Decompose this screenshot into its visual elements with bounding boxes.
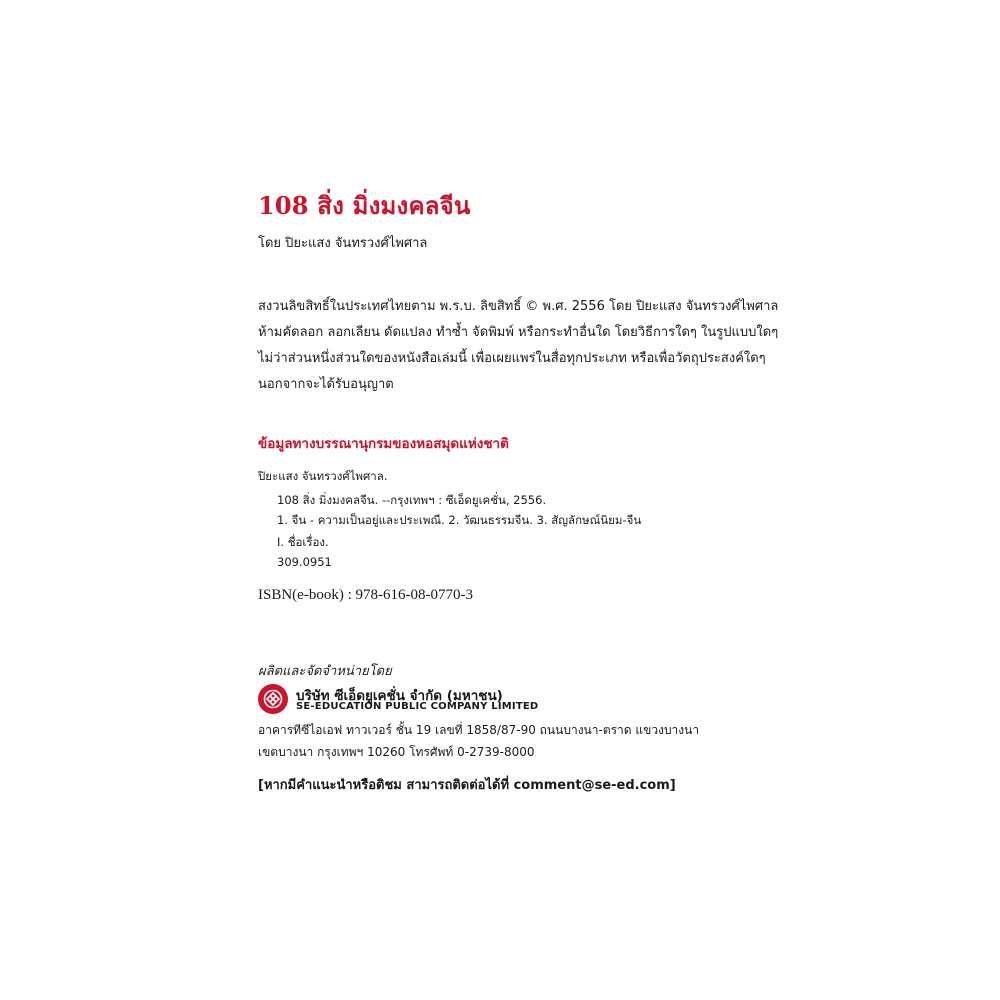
copyright-line: สงวนลิขสิทธิ์ในประเทศไทยตาม พ.ร.บ. ลิขสิทธิ์ © พ.ศ. 2556 โดย ปิยะแสง จันทรวงศ์ไพศาล: [258, 299, 779, 314]
author-line: โดย ปิยะแสง จันทรวงศ์ไพศาล: [258, 236, 428, 251]
isbn: ISBN(e-book) : 978-616-08-0770-3: [258, 587, 473, 603]
cip-title: 108 สิ่ง มิ่งมงคลจีน. --กรุงเทพฯ : ซีเอ็ดยูเคชั่น, 2556.: [277, 493, 547, 507]
se-ed-logo-icon: [258, 684, 288, 714]
publisher-label: ผลิตและจัดจำหน่ายโดย: [258, 664, 392, 679]
address-line: เขตบางนา กรุงเทพฯ 10260 โทรศัพท์ 0-2739-8000: [258, 745, 535, 759]
copyright-notice: [258, 294, 778, 398]
copyright-line: ห้ามคัดลอก ลอกเลียน ดัดแปลง ทำซ้ำ จัดพิมพ์ หรือกระทำอื่นใด โดยวิธีการใดๆ ในรูปแบบใดๆ: [258, 325, 779, 340]
contact-line: [หากมีคำแนะนำหรือติชม สามารถติดต่อได้ที่ comment@se-ed.com]: [258, 778, 676, 793]
copyright-line: นอกจากจะได้รับอนุญาต: [258, 377, 394, 392]
logo-mark: [262, 688, 284, 710]
book-title: 108 สิ่ง มิ่งมงคลจีน: [258, 191, 471, 220]
cip-subjects: 1. จีน - ความเป็นอยู่และประเพณี. 2. วัฒนธรรมจีน. 3. สัญลักษณ์นิยม-จีน: [277, 513, 642, 527]
publisher-address: [258, 719, 699, 763]
cip-heading: ข้อมูลทางบรรณานุกรมของหอสมุดแห่งชาติ: [258, 436, 509, 452]
company-name-th: บริษัท ซีเอ็ดยูเคชั่น จำกัด (มหาชน): [296, 688, 503, 704]
company-name-en: SE-EDUCATION PUBLIC COMPANY LIMITED: [296, 701, 539, 712]
cip-author: ปิยะแสง จันทรวงศ์ไพศาล.: [258, 469, 388, 483]
cip-classification: 309.0951: [277, 555, 332, 569]
address-line: อาคารทีซีไอเอฟ ทาวเวอร์ ชั้น 19 เลขที่ 1858/87-90 ถนนบางนา-ตราด แขวงบางนา: [258, 723, 700, 737]
cip-title-entry: I. ชื่อเรื่อง.: [277, 535, 329, 549]
copyright-line: ไม่ว่าส่วนหนึ่งส่วนใดของหนังสือเล่มนี้ เพื่อเผยแพร่ในสื่อทุกประเภท หรือเพื่อวัตถุประสงค์ใดๆ: [258, 351, 766, 366]
